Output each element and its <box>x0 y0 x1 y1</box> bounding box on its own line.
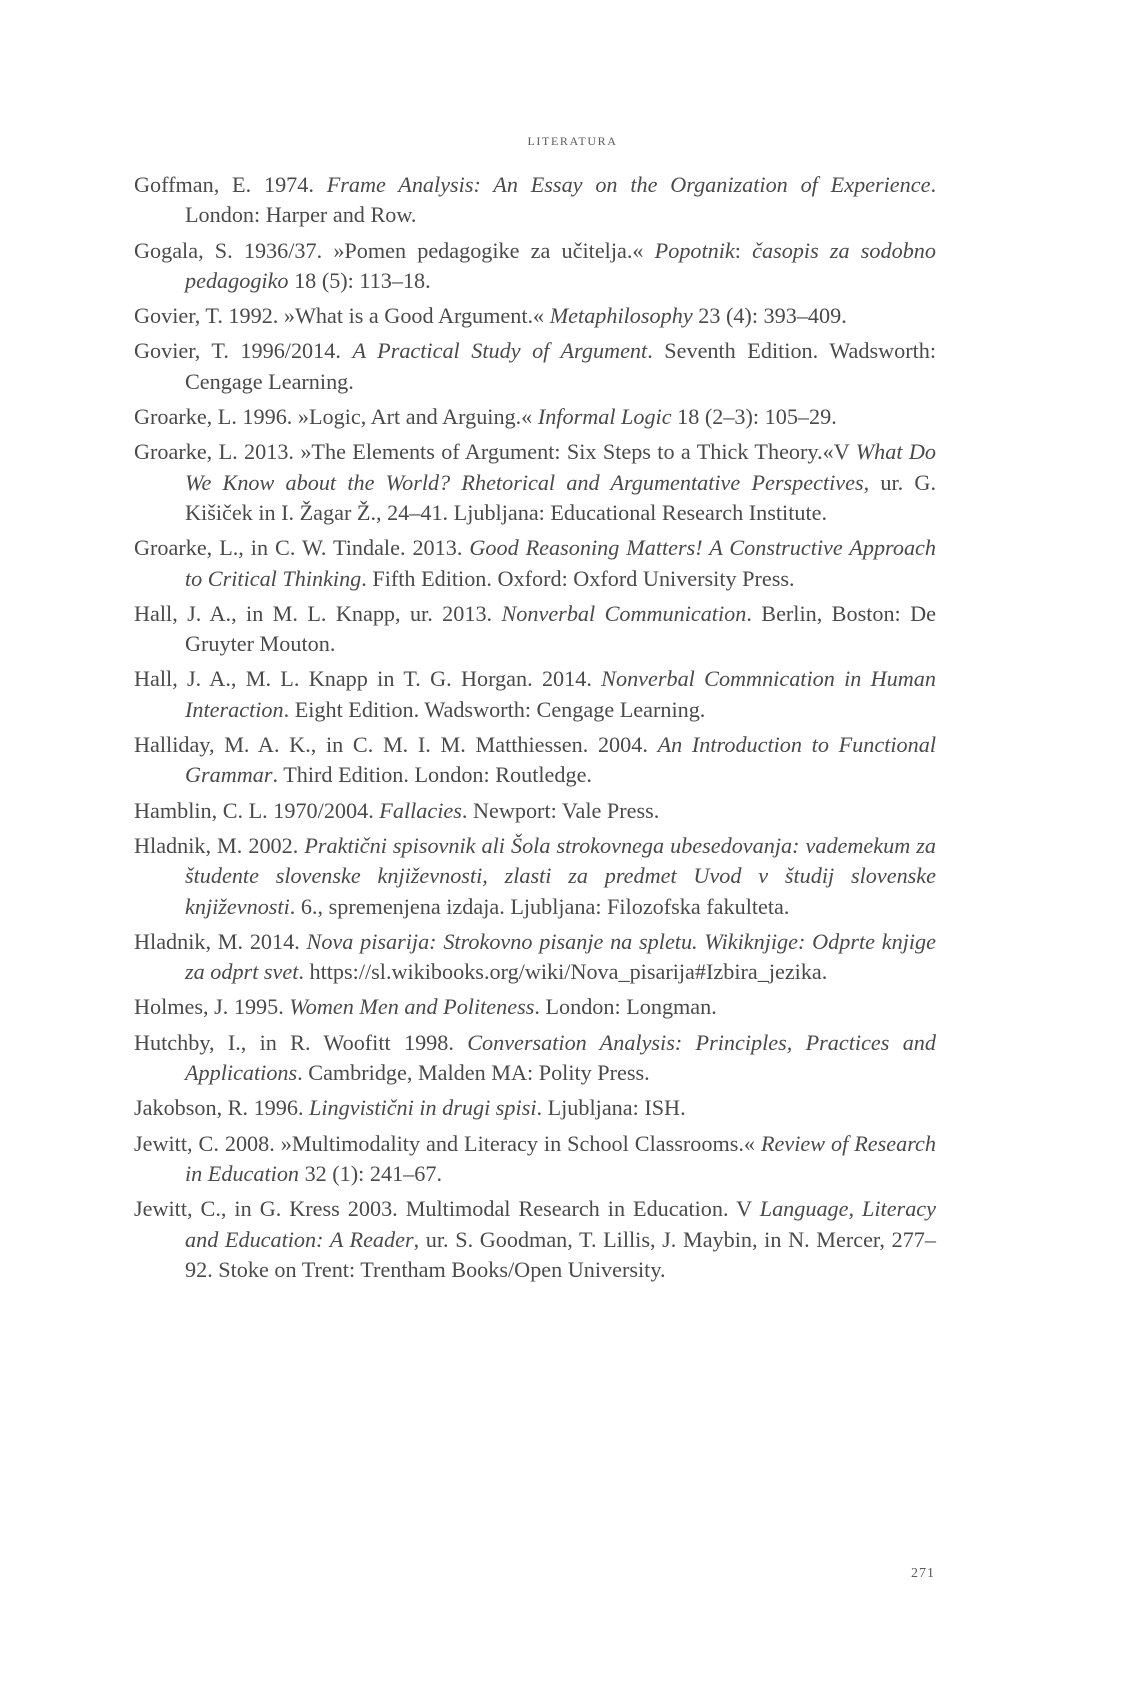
reference-title: Metaphilosophy <box>549 303 693 329</box>
reference-entry <box>134 301 936 331</box>
reference-text: : <box>734 237 753 263</box>
reference-title: Review of Research in Education <box>185 1130 936 1186</box>
reference-list <box>134 170 936 1290</box>
reference-title: Lingvistični in drugi spisi <box>309 1095 537 1121</box>
reference-text: . Fifth Edition. Oxford: Oxford University Press. <box>361 565 795 591</box>
reference-title: Frame Analysis: An Essay on the Organization of Experience <box>326 172 931 197</box>
reference-title: What Do We Know about the World? Rhetorical and Argumentative Perspectives <box>185 439 936 495</box>
reference-text: . Third Edition. London: Routledge. <box>272 762 592 788</box>
reference-text: Groarke, L. 2013. »The Elements of Argument: Six Steps to a Thick Theory.«V <box>134 439 856 465</box>
reference-text: . London: Longman. <box>534 994 717 1020</box>
reference-title: Informal Logic <box>537 404 672 430</box>
page-number: 271 <box>911 1566 935 1581</box>
reference-entry <box>134 599 936 660</box>
reference-text: Jewitt, C., in G. Kress 2003. Multimodal Research in Education. V <box>134 1196 760 1222</box>
reference-text: Hall, J. A., in M. L. Knapp, ur. 2013. <box>134 600 502 626</box>
reference-text: Jakobson, R. 1996. <box>134 1095 310 1121</box>
reference-title: Nonverbal Communication <box>501 600 747 626</box>
reference-text: . Ljubljana: ISH. <box>536 1095 686 1121</box>
reference-text: 18 (2–3): 105–29. <box>671 404 837 430</box>
reference-entry <box>134 336 936 397</box>
reference-text: . London: Harper and Row. <box>185 172 936 228</box>
reference-entry <box>134 1093 936 1123</box>
reference-title: Good Reasoning Matters! A Constructive Approach to Critical Thinking <box>185 535 936 591</box>
reference-title: Praktični spisovnik ali Šola strokovnega ubesedovanja: vademekum za študente slovenske književnosti, zlasti za predmet Uvod v študij slovenske književnosti <box>185 832 936 919</box>
reference-text: . 6., spremenjena izdaja. Ljubljana: Filozofska fakulteta. <box>289 893 790 919</box>
reference-title: Language, Literacy and Education: A Reader <box>185 1196 936 1252</box>
reference-title: časopis za sodobno pedagogiko <box>185 237 936 293</box>
reference-text: . Eight Edition. Wadsworth: Cengage Learning. <box>283 696 706 722</box>
reference-text: Hladnik, M. 2002. <box>134 832 305 858</box>
reference-text: Hladnik, M. 2014. <box>134 928 307 954</box>
reference-text: . Berlin, Boston: De Gruyter Mouton. <box>185 600 936 657</box>
reference-entry <box>134 831 936 922</box>
reference-text: , ur. G. Kišiček in I. Žagar Ž., 24–41. Ljubljana: Educational Research Institute. <box>185 469 937 525</box>
reference-entry <box>134 1129 936 1190</box>
reference-title: An Introduction to Functional Grammar <box>185 732 936 788</box>
reference-text: , ur. S. Goodman, T. Lillis, J. Maybin, in N. Mercer, 277–92. Stoke on Trent: Trentham Books/Open University. <box>185 1226 936 1282</box>
reference-title: Fallacies <box>379 797 462 823</box>
reference-entry <box>134 992 936 1022</box>
reference-title: Popotnik <box>654 237 735 263</box>
reference-title: Nova pisarija: Strokovno pisanje na spletu. Wikiknjige: Odprte knjige za odprt svet <box>185 928 936 985</box>
reference-entry <box>134 236 936 297</box>
reference-title: Conversation Analysis: Principles, Practices and Applications <box>185 1029 936 1086</box>
reference-text: 18 (5): 113–18. <box>288 267 431 293</box>
reference-text: . Cambridge, Malden MA: Polity Press. <box>297 1060 650 1086</box>
reference-entry <box>134 927 936 988</box>
reference-text: Hutchby, I., in R. Woofitt 1998. <box>134 1029 468 1055</box>
reference-text: . Seventh Edition. Wadsworth: Cengage Learning. <box>185 338 937 394</box>
reference-title: A Practical Study of Argument <box>352 338 648 364</box>
running-head: LITERATURA <box>527 134 618 148</box>
reference-text: Jewitt, C. 2008. »Multimodality and Literacy in School Classrooms.« <box>134 1130 761 1156</box>
reference-text: Govier, T. 1992. »What is a Good Argument.« <box>134 303 550 329</box>
reference-text: Govier, T. 1996/2014. <box>134 338 353 364</box>
reference-text: Goffman, E. 1974. <box>134 172 327 197</box>
reference-text: . Newport: Vale Press. <box>461 797 660 823</box>
reference-text: Holmes, J. 1995. <box>134 994 290 1020</box>
reference-text: Groarke, L. 1996. »Logic, Art and Arguing.« <box>134 404 538 430</box>
reference-entry <box>134 533 936 594</box>
reference-text: Halliday, M. A. K., in C. M. I. M. Matthiessen. 2004. <box>134 732 658 758</box>
reference-text: Groarke, L., in C. W. Tindale. 2013. <box>134 535 470 561</box>
reference-entry <box>134 170 936 231</box>
reference-entry <box>134 437 936 528</box>
reference-text: Hall, J. A., M. L. Knapp in T. G. Horgan. 2014. <box>134 666 602 692</box>
reference-entry <box>134 1028 936 1089</box>
reference-text: Gogala, S. 1936/37. »Pomen pedagogike za učitelja.« <box>134 237 655 263</box>
reference-text: 23 (4): 393–409. <box>692 303 847 329</box>
reference-entry <box>134 730 936 791</box>
reference-entry <box>134 402 936 432</box>
reference-entry <box>134 664 936 725</box>
reference-title: Nonverbal Commnication in Human Interaction <box>185 666 936 722</box>
reference-entry <box>134 796 936 826</box>
reference-title: Women Men and Politeness <box>289 994 535 1020</box>
reference-text: . https://sl.wikibooks.org/wiki/​Nova_pisarija#Izbira_jezika. <box>298 959 828 985</box>
reference-text: Hamblin, C. L. 1970/2004. <box>134 797 380 823</box>
reference-entry <box>134 1194 936 1285</box>
reference-text: 32 (1): 241–67. <box>299 1160 442 1186</box>
